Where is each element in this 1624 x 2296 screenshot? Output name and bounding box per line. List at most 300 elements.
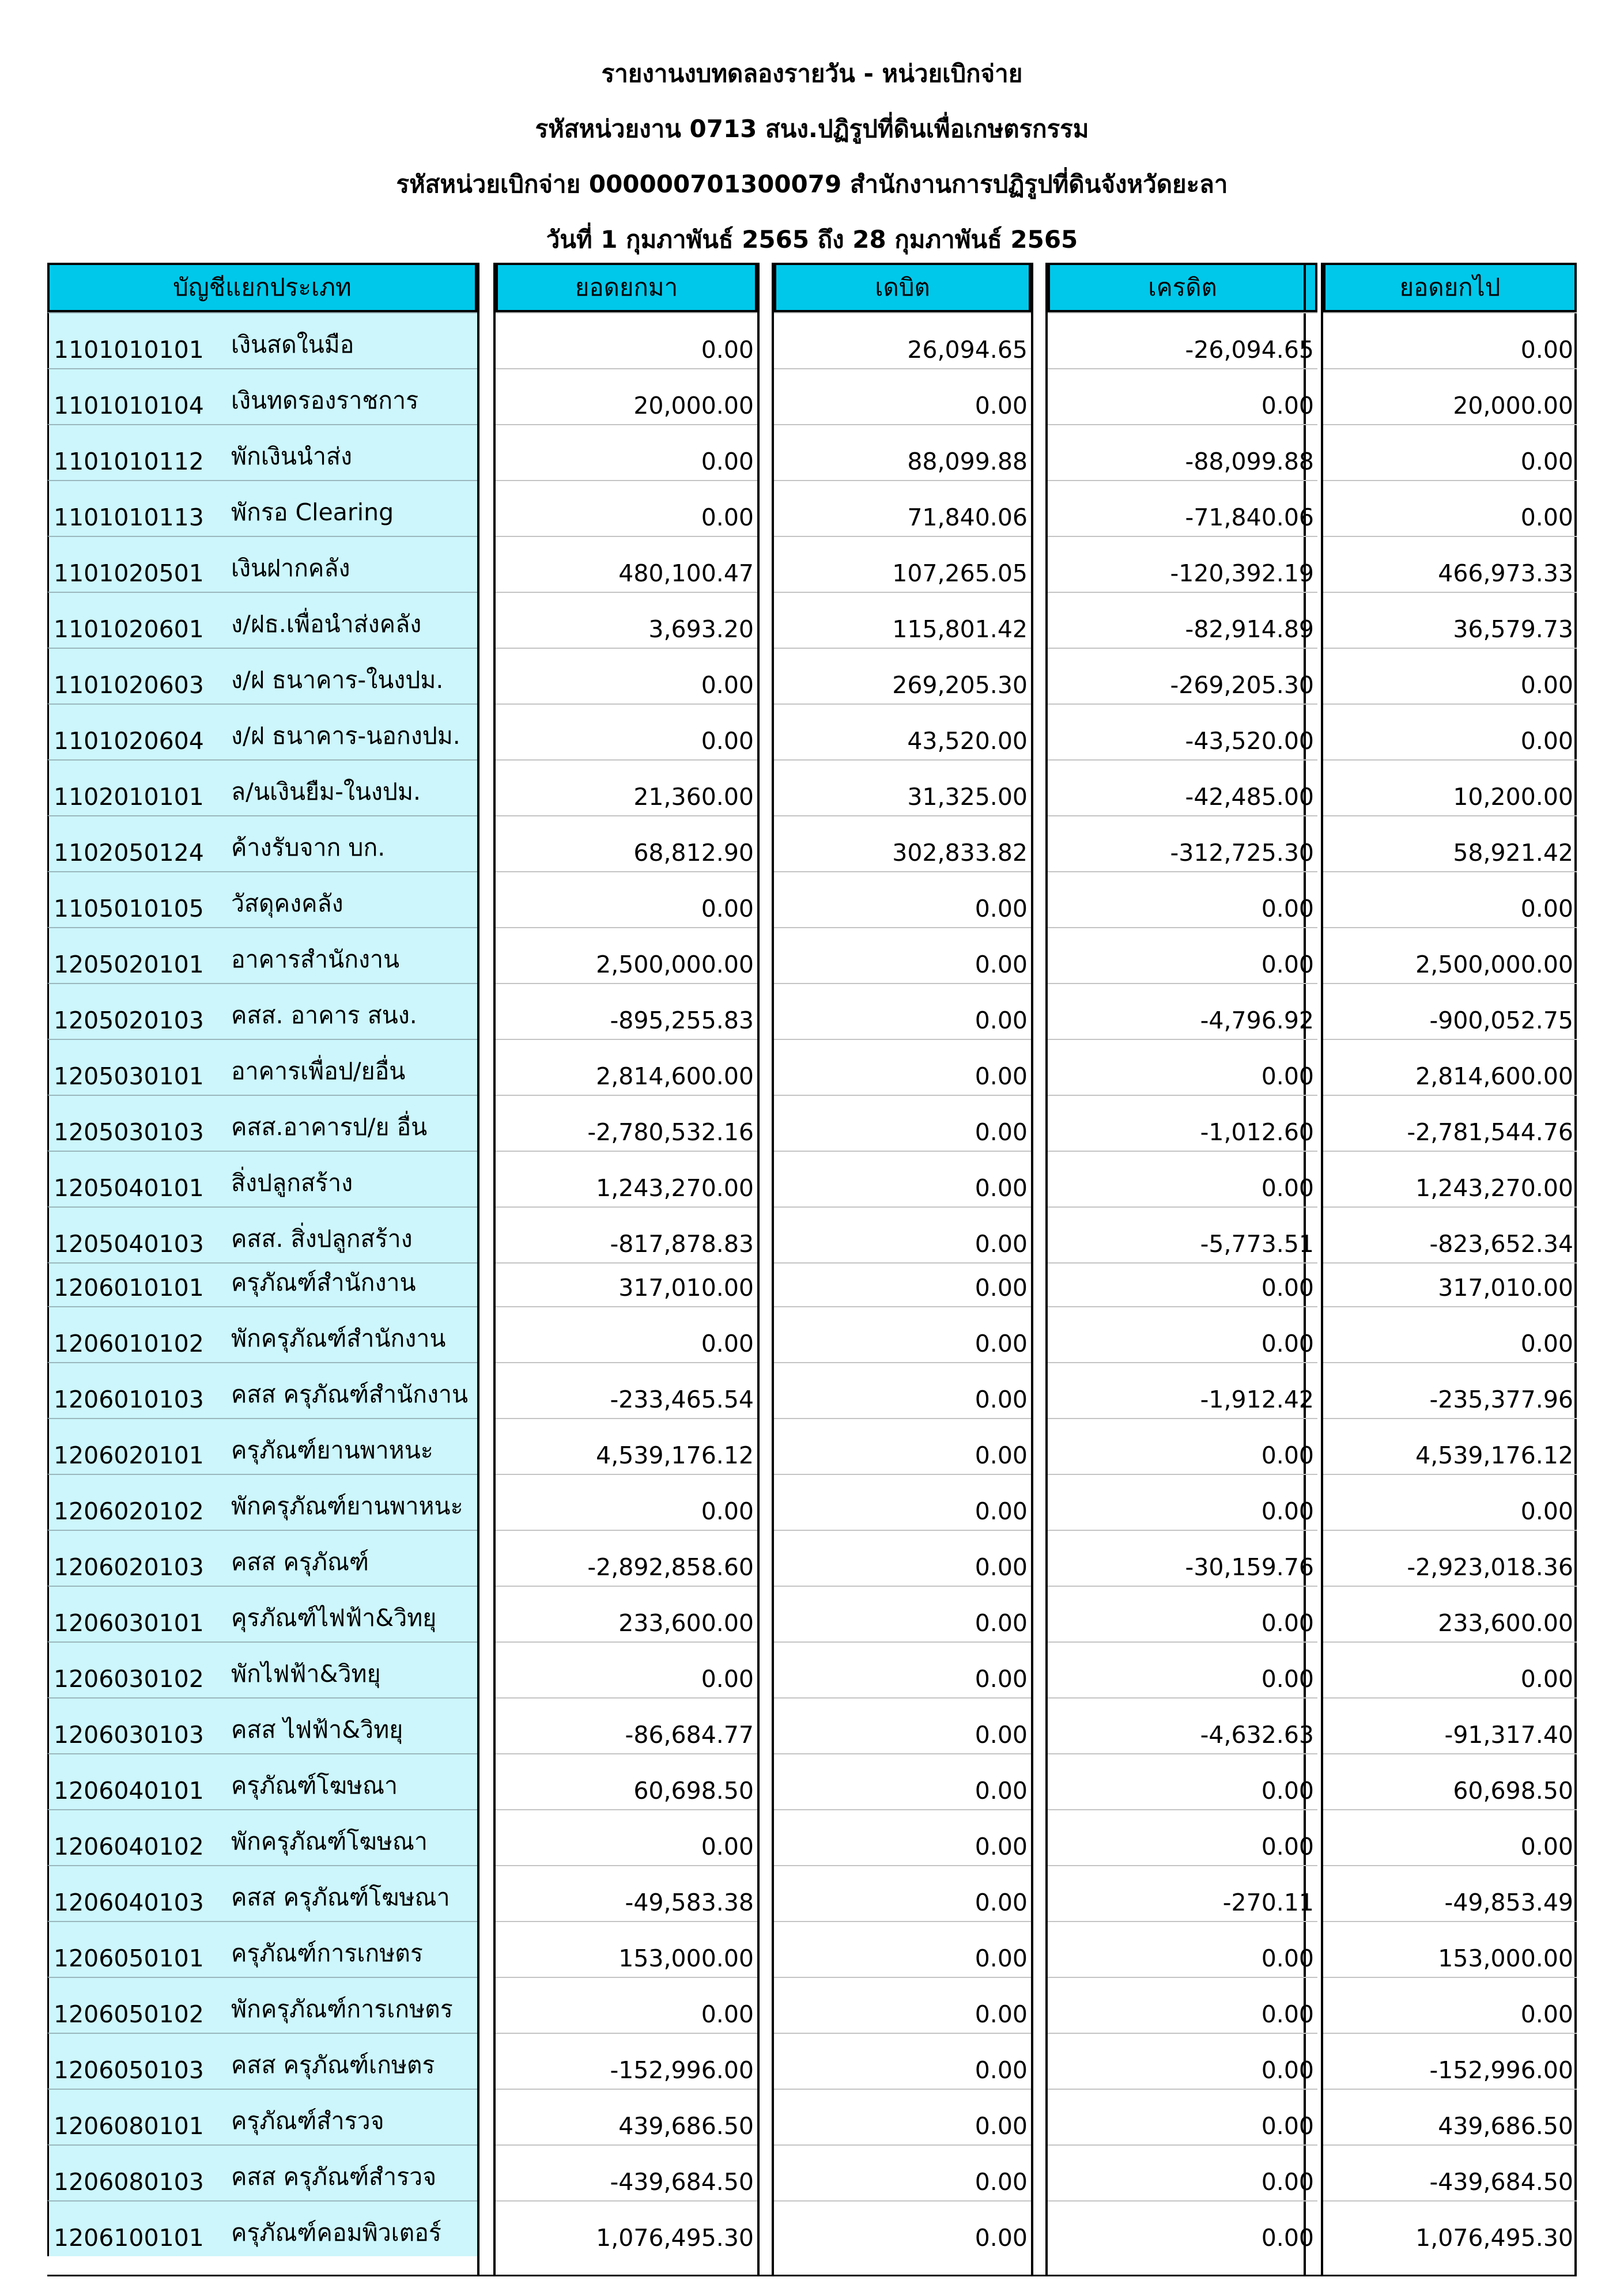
account-cell [47,1753,477,1809]
debit-amount: 0.00 [975,1062,1028,1090]
account-cell [47,1151,477,1206]
closing-amount: 0.00 [1520,2000,1573,2028]
opening-amount: -233,465.54 [610,1386,754,1413]
debit-amount: 107,265.05 [892,559,1028,587]
debit-cell [774,1039,1031,1095]
closing-amount: -2,781,544.76 [1407,1118,1573,1146]
account-cell [47,871,477,927]
table-row [47,1151,1577,1206]
debit-cell [774,1262,1031,1306]
opening-amount: 0.00 [701,895,754,922]
closing-cell [1323,815,1577,871]
opening-amount: 20,000.00 [633,392,754,419]
closing-amount: 58,921.42 [1453,839,1573,867]
credit-amount: 0.00 [1261,1833,1314,1860]
opening-cell [496,2089,757,2144]
opening-cell [496,815,757,871]
credit-amount: -312,725.30 [1170,839,1314,867]
account-code: 1102050124 [54,839,204,867]
account-name: พักครุภัณฑ์โฆษณา [231,1828,428,1855]
opening-amount: 2,500,000.00 [596,951,754,978]
credit-amount: -88,099.88 [1185,448,1314,475]
credit-cell [1048,1306,1317,1362]
account-code: 1205020101 [54,951,204,978]
opening-amount: -49,583.38 [625,1889,754,1916]
table-row [47,1206,1577,1262]
account-name: พักรอ Clearing [231,498,394,526]
closing-cell [1323,1206,1577,1262]
closing-amount: 36,579.73 [1453,615,1573,643]
opening-amount: 0.00 [701,727,754,755]
credit-cell [1048,1586,1317,1641]
table-row [47,1586,1577,1641]
credit-cell [1048,1641,1317,1697]
table-row [47,1362,1577,1418]
credit-amount: 0.00 [1261,895,1314,922]
table-row [47,312,1577,368]
opening-amount: -895,255.83 [610,1007,754,1034]
account-name: เงินสดในมือ [231,331,354,358]
account-cell [47,1530,477,1586]
closing-amount: -823,652.34 [1429,1230,1573,1258]
account-name: ครุภัณฑ์คอมพิวเตอร์ [231,2219,441,2246]
report-header [0,46,1624,267]
account-code: 1101010112 [54,448,204,475]
account-name: ครุภัณฑ์โฆษณา [231,1772,398,1799]
table-row [47,2033,1577,2089]
account-code: 1205020103 [54,1007,204,1034]
credit-amount: 0.00 [1261,1174,1314,1202]
credit-cell [1048,759,1317,815]
opening-cell [496,1865,757,1921]
closing-cell [1323,1151,1577,1206]
credit-cell [1048,703,1317,759]
closing-amount: 439,686.50 [1438,2112,1573,2140]
debit-cell [774,1418,1031,1474]
credit-cell [1048,1418,1317,1474]
debit-cell [774,368,1031,424]
credit-amount: 0.00 [1261,1945,1314,1972]
credit-amount: 0.00 [1261,1497,1314,1525]
debit-amount: 0.00 [975,1833,1028,1860]
credit-cell [1048,927,1317,983]
account-code: 1206020103 [54,1553,204,1581]
opening-cell [496,703,757,759]
debit-amount: 269,205.30 [892,671,1028,699]
closing-amount: 0.00 [1520,504,1573,531]
credit-cell [1048,1206,1317,1262]
opening-amount: 0.00 [701,671,754,699]
opening-cell [496,2033,757,2089]
opening-cell [496,927,757,983]
account-cell [47,1586,477,1641]
account-code: 1101020501 [54,559,204,587]
opening-amount: -86,684.77 [625,1721,754,1749]
table-row [47,2089,1577,2144]
credit-amount: -30,159.76 [1185,1553,1314,1581]
account-name: พักครุภัณฑ์การเกษตร [231,1995,453,2023]
closing-cell [1323,1039,1577,1095]
opening-amount: 233,600.00 [618,1609,754,1637]
closing-cell [1323,1753,1577,1809]
closing-cell [1323,1697,1577,1753]
table-row [47,1474,1577,1530]
credit-cell [1048,983,1317,1039]
account-cell [47,1865,477,1921]
debit-cell [774,2033,1031,2089]
account-name: คสส ครุภัณฑ์ [231,1548,369,1576]
debit-cell [774,1095,1031,1151]
opening-cell [496,1809,757,1865]
account-name: พักครุภัณฑ์สำนักงาน [231,1325,446,1352]
opening-amount: 0.00 [701,448,754,475]
account-code: 1205040101 [54,1174,204,1202]
period-line: วันที่ 1 กุมภาพันธ์ 2565 ถึง 28 กุมภาพันธ์ 2565 [546,225,1078,254]
debit-cell [774,1586,1031,1641]
report-title: รายงานงบทดลองรายวัน - หน่วยเบิกจ่าย [601,59,1023,88]
account-cell [47,1095,477,1151]
closing-amount: 0.00 [1520,671,1573,699]
closing-amount: 0.00 [1520,1665,1573,1693]
credit-amount: 0.00 [1261,951,1314,978]
credit-amount: -4,632.63 [1200,1721,1314,1749]
account-code: 1101010101 [54,336,204,364]
closing-cell [1323,2200,1577,2256]
opening-amount: 4,539,176.12 [596,1442,754,1469]
debit-amount: 0.00 [975,2000,1028,2028]
opening-cell [496,1095,757,1151]
closing-cell [1323,1809,1577,1865]
debit-cell [774,592,1031,648]
opening-amount: 0.00 [701,336,754,364]
account-name: คสส ครุภัณฑ์สำนักงาน [231,1380,469,1408]
account-code: 1206020101 [54,1442,204,1469]
opening-cell [496,1474,757,1530]
debit-amount: 0.00 [975,951,1028,978]
account-code: 1205040103 [54,1230,204,1258]
debit-amount: 0.00 [975,1274,1028,1302]
closing-cell [1323,983,1577,1039]
debit-cell [774,424,1031,480]
account-name: ครุภัณฑ์สำนักงาน [231,1269,416,1296]
opening-amount: -2,780,532.16 [587,1118,754,1146]
table-row [47,703,1577,759]
closing-amount: 317,010.00 [1438,1274,1573,1302]
opening-amount: 0.00 [701,1330,754,1357]
debit-amount: 0.00 [975,1174,1028,1202]
credit-cell [1048,871,1317,927]
column-header-opening: ยอดยกมา [496,263,757,312]
credit-cell [1048,368,1317,424]
account-name: ค้างรับจาก บก. [231,834,386,861]
debit-amount: 0.00 [975,1230,1028,1258]
debit-amount: 0.00 [975,1721,1028,1749]
credit-cell [1048,2033,1317,2089]
account-name: คสส ครุภัณฑ์สำรวจ [231,2163,437,2191]
opening-amount: 439,686.50 [618,2112,754,2140]
credit-amount: -269,205.30 [1170,671,1314,699]
account-code: 1206040102 [54,1833,204,1860]
debit-amount: 43,520.00 [907,727,1028,755]
debit-cell [774,1530,1031,1586]
credit-cell [1048,815,1317,871]
account-name: คสส ครุภัณฑ์โฆษณา [231,1883,450,1911]
closing-cell [1323,592,1577,648]
account-cell [47,2033,477,2089]
credit-amount: -5,773.51 [1200,1230,1314,1258]
account-code: 1206040101 [54,1777,204,1805]
account-name: พักครุภัณฑ์ยานพาหนะ [231,1492,463,1520]
credit-cell [1048,2144,1317,2200]
credit-amount: -1,912.42 [1200,1386,1314,1413]
opening-amount: 21,360.00 [633,783,754,811]
credit-cell [1048,1697,1317,1753]
opening-cell [496,1921,757,1977]
table-bottom-border [47,2275,1577,2276]
closing-cell [1323,1362,1577,1418]
credit-cell [1048,536,1317,592]
closing-cell [1323,480,1577,536]
account-name: เงินทดรองราชการ [231,387,419,414]
account-code: 1101020603 [54,671,204,699]
account-name: คุรภัณฑ์ไฟฟ้า&วิทยุ [231,1604,437,1632]
debit-amount: 0.00 [975,1777,1028,1805]
closing-amount: 4,539,176.12 [1415,1442,1573,1469]
account-cell [47,480,477,536]
credit-amount: 0.00 [1261,2168,1314,2196]
account-name: ง/ฝ ธนาคาร-นอกงปม. [231,722,460,750]
credit-amount: 0.00 [1261,2000,1314,2028]
account-cell [47,312,477,368]
credit-amount: 0.00 [1261,1609,1314,1637]
account-cell [47,1977,477,2033]
account-name: เงินฝากคลัง [231,554,350,582]
closing-amount: 2,814,600.00 [1415,1062,1573,1090]
credit-cell [1048,1262,1317,1306]
debit-amount: 0.00 [975,2168,1028,2196]
account-code: 1206080101 [54,2112,204,2140]
closing-amount: 0.00 [1520,727,1573,755]
account-name: พักไฟฟ้า&วิทยุ [231,1660,381,1688]
table-row [47,927,1577,983]
opening-cell [496,1306,757,1362]
opening-cell [496,1753,757,1809]
opening-cell [496,536,757,592]
table-row [47,1809,1577,1865]
account-name: อาคารสำนักงาน [231,945,400,973]
column-header-account: บัญชีแยกประเภท [47,263,477,312]
opening-amount: -152,996.00 [610,2056,754,2084]
debit-cell [774,1809,1031,1865]
opening-cell [496,480,757,536]
closing-cell [1323,1095,1577,1151]
opening-cell [496,2200,757,2256]
closing-amount: 20,000.00 [1453,392,1573,419]
credit-cell [1048,312,1317,368]
closing-amount: 233,600.00 [1438,1609,1573,1637]
closing-cell [1323,2144,1577,2200]
debit-cell [774,1641,1031,1697]
closing-cell [1323,1418,1577,1474]
closing-cell [1323,1262,1577,1306]
account-code: 1206050102 [54,2000,204,2028]
opening-amount: 0.00 [701,2000,754,2028]
opening-cell [496,1362,757,1418]
credit-amount: 0.00 [1261,392,1314,419]
account-cell [47,592,477,648]
credit-amount: 0.00 [1261,1330,1314,1357]
table-row [47,1865,1577,1921]
table-row [47,536,1577,592]
opening-cell [496,1039,757,1095]
column-header-credit: เครดิต [1048,263,1317,312]
account-cell [47,2144,477,2200]
closing-amount: 0.00 [1520,1497,1573,1525]
closing-amount: -439,684.50 [1429,2168,1573,2196]
table-row [47,592,1577,648]
account-cell [47,1697,477,1753]
credit-cell [1048,1809,1317,1865]
debit-amount: 0.00 [975,392,1028,419]
opening-amount: 153,000.00 [618,1945,754,1972]
debit-amount: 0.00 [975,1945,1028,1972]
table-row [47,480,1577,536]
account-name: ครุภัณฑ์ยานพาหนะ [231,1436,433,1464]
trial-balance-table [47,312,1577,2256]
debit-amount: 0.00 [975,895,1028,922]
table-row [47,1262,1577,1306]
account-name: ครุภัณฑ์สำรวจ [231,2107,384,2135]
opening-cell [496,648,757,703]
opening-amount: 0.00 [701,1833,754,1860]
account-code: 1206050103 [54,2056,204,2084]
credit-amount: 0.00 [1261,1442,1314,1469]
account-name: สิ่งปลูกสร้าง [231,1169,353,1197]
account-code: 1105010105 [54,895,204,922]
debit-cell [774,1697,1031,1753]
debit-amount: 0.00 [975,1007,1028,1034]
closing-amount: -235,377.96 [1429,1386,1573,1413]
opening-amount: 1,076,495.30 [596,2224,754,2252]
opening-cell [496,1262,757,1306]
credit-cell [1048,1039,1317,1095]
opening-amount: -439,684.50 [610,2168,754,2196]
opening-amount: 60,698.50 [633,1777,754,1805]
account-cell [47,536,477,592]
debit-amount: 302,833.82 [892,839,1028,867]
table-row [47,759,1577,815]
closing-cell [1323,1865,1577,1921]
account-code: 1206010102 [54,1330,204,1357]
opening-cell [496,424,757,480]
account-name: คสส. อาคาร สนง. [231,1001,417,1029]
account-name: ง/ฝ ธนาคาร-ในงปม. [231,666,444,694]
opening-cell [496,312,757,368]
debit-amount: 0.00 [975,1889,1028,1916]
credit-amount: -26,094.65 [1185,336,1314,364]
closing-amount: 153,000.00 [1438,1945,1573,1972]
account-code: 1206100101 [54,2224,204,2252]
account-cell [47,815,477,871]
debit-cell [774,2089,1031,2144]
table-row [47,1977,1577,2033]
credit-amount: -4,796.92 [1200,1007,1314,1034]
debit-amount: 115,801.42 [892,615,1028,643]
opening-cell [496,1206,757,1262]
debit-cell [774,2200,1031,2256]
account-cell [47,2200,477,2256]
account-name: คสส. สิ่งปลูกสร้าง [231,1225,413,1253]
account-code: 1206020102 [54,1497,204,1525]
opening-cell [496,592,757,648]
debit-cell [774,1865,1031,1921]
closing-amount: 2,500,000.00 [1415,951,1573,978]
disbursing-unit-line: รหัสหน่วยเบิกจ่าย 000000701300079 สำนักงานการปฏิรูปที่ดินจังหวัดยะลา [396,170,1228,198]
closing-amount: 0.00 [1520,336,1573,364]
opening-cell [496,759,757,815]
debit-cell [774,536,1031,592]
account-cell [47,1809,477,1865]
opening-amount: 68,812.90 [633,839,754,867]
closing-amount: -152,996.00 [1429,2056,1573,2084]
table-row [47,815,1577,871]
account-cell [47,1474,477,1530]
debit-cell [774,648,1031,703]
closing-amount: 0.00 [1520,895,1573,922]
opening-amount: 3,693.20 [648,615,754,643]
account-name: พักเงินนำส่ง [231,442,353,470]
account-code: 1206030101 [54,1609,204,1637]
credit-cell [1048,2089,1317,2144]
debit-amount: 0.00 [975,1330,1028,1357]
table-row [47,2200,1577,2256]
opening-amount: 0.00 [701,1665,754,1693]
debit-amount: 31,325.00 [907,783,1028,811]
account-code: 1206040103 [54,1889,204,1916]
debit-cell [774,312,1031,368]
table-row [47,1418,1577,1474]
table-row [47,1641,1577,1697]
closing-cell [1323,703,1577,759]
credit-cell [1048,424,1317,480]
account-name: ล/นเงินยืม-ในงปม. [231,778,421,805]
closing-cell [1323,648,1577,703]
account-cell [47,368,477,424]
closing-cell [1323,1977,1577,2033]
opening-cell [496,2144,757,2200]
credit-amount: -82,914.89 [1185,615,1314,643]
credit-amount: -43,520.00 [1185,727,1314,755]
debit-cell [774,1306,1031,1362]
opening-amount: -2,892,858.60 [587,1553,754,1581]
credit-cell [1048,480,1317,536]
opening-amount: -817,878.83 [610,1230,754,1258]
debit-amount: 0.00 [975,1442,1028,1469]
credit-amount: -120,392.19 [1170,559,1314,587]
opening-amount: 317,010.00 [618,1274,754,1302]
opening-cell [496,368,757,424]
debit-amount: 71,840.06 [907,504,1028,531]
credit-amount: -71,840.06 [1185,504,1314,531]
credit-amount: 0.00 [1261,1665,1314,1693]
account-code: 1101010113 [54,504,204,531]
debit-amount: 0.00 [975,1553,1028,1581]
account-cell [47,759,477,815]
opening-cell [496,1530,757,1586]
agency-line: รหัสหน่วยงาน 0713 สนง.ปฏิรูปที่ดินเพื่อเกษตรกรรม [535,115,1089,143]
closing-cell [1323,1921,1577,1977]
closing-cell [1323,1474,1577,1530]
